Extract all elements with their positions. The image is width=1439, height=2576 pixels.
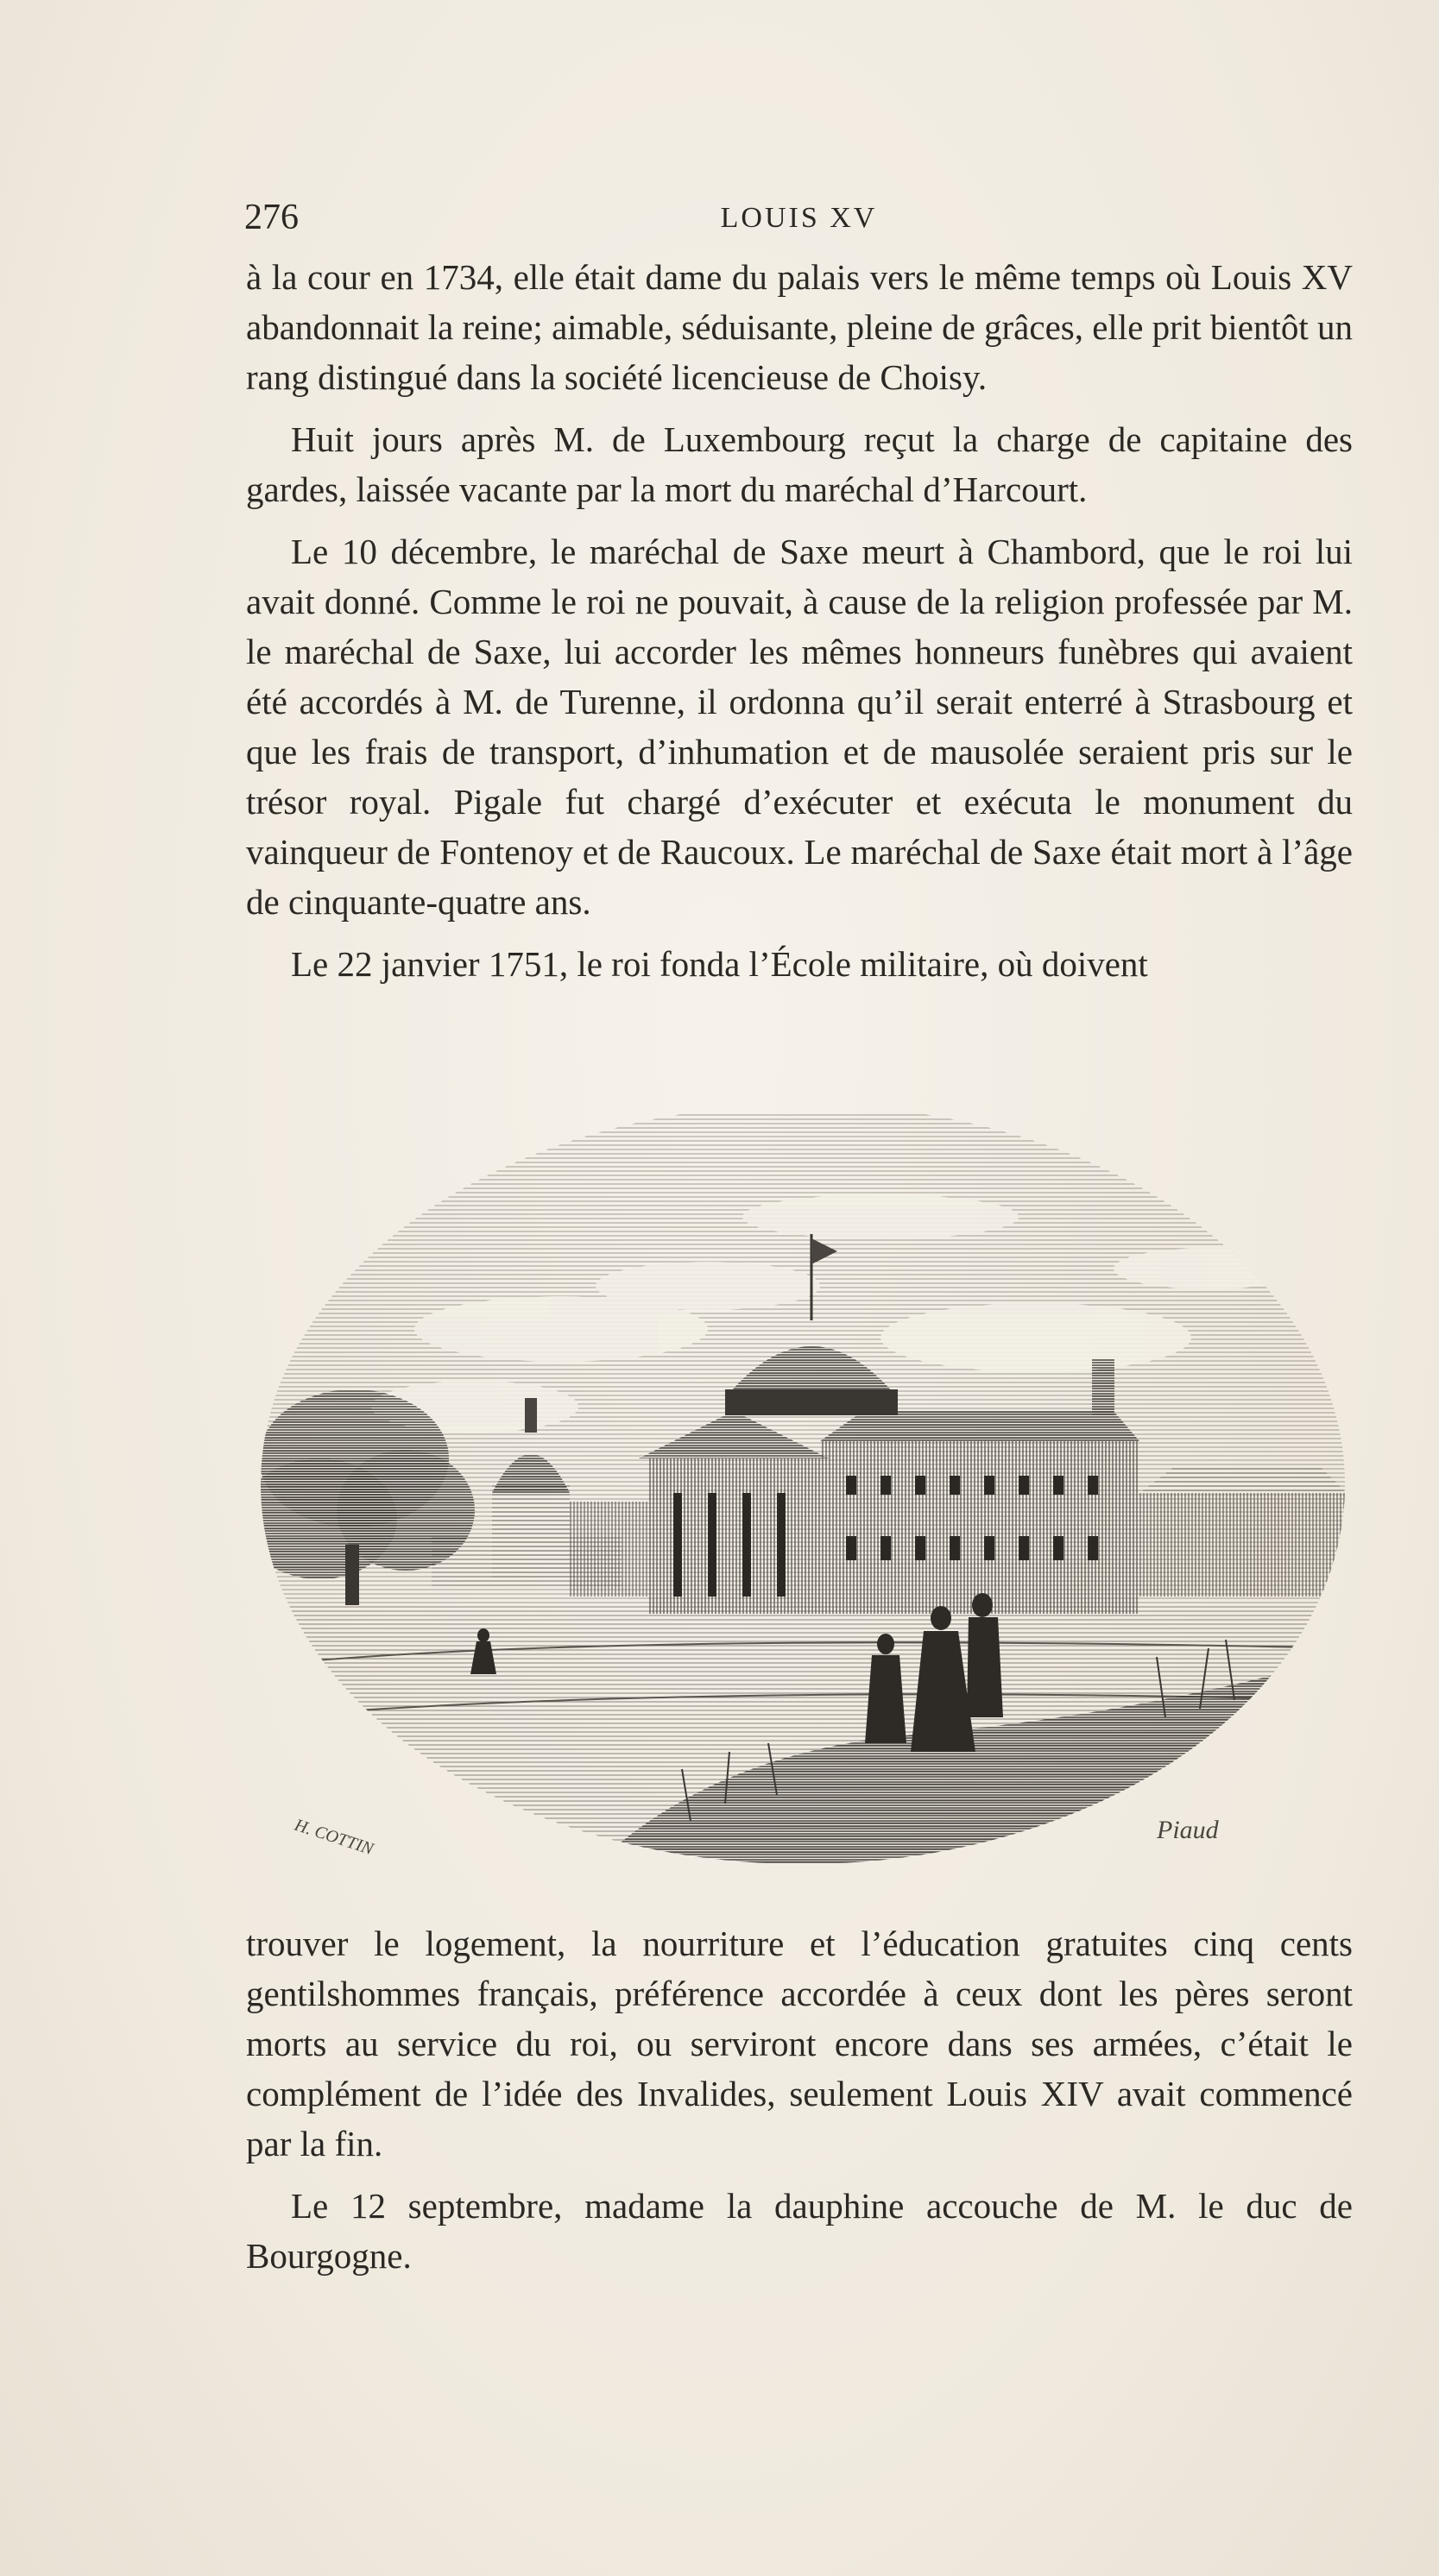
paragraph: Le 10 décembre, le maréchal de Saxe meurt à Chambord, que le roi lui avait donné. Comme le roi ne pouvait, à cause de la religion professée par M. le maréchal de Saxe, lui accorder les mêmes honneurs funèbres qui avaient été accordés à M. de Turenne, il ordonna qu’il serait enterré à Strasbourg et que les frais de transport, d’inhumation et de mausolée seraient pris sur le trésor royal. Pigale fut chargé d’exécuter et exécuta le monument du vainqueur de Fontenoy et de Raucoux. Le maréchal de Saxe était mort à l’âge de cinquante-quatre ans. [246,532,1353,922]
text-block-bottom [246,1918,1353,2293]
page-header [244,197,1354,249]
paragraph: Le 22 janvier 1751, le roi fonda l’École militaire, où doivent [291,944,1148,984]
signature-left: H. COTTIN [292,1815,376,1859]
signature-right: Piaud [1157,1816,1219,1844]
paragraph: Huit jours après M. de Luxembourg reçut la charge de capitaine des gardes, laissée vacante par la mort du maréchal d’Harcourt. [246,419,1353,509]
page-number: 276 [244,198,299,237]
text-block-top [246,252,1353,1001]
paragraph: Le 12 septembre, madame la dauphine accouche de M. le duc de Bourgogne. [246,2186,1353,2276]
paragraph: trouver le logement, la nourriture et l’éducation gratuites cinq cents gentilshommes français, préférence accordée à ceux dont les pères seront morts au service du roi, ou serviront encore dans ses armées, c’était le complément de l’idée des Invalides, seulement Louis XIV avait commencé par la fin. [246,1924,1353,2163]
running-head: LOUIS XV [720,202,878,234]
engraving-illustration [259,1113,1347,1873]
engraving-image [259,1113,1347,1873]
paragraph: à la cour en 1734, elle était dame du palais vers le même temps où Louis XV abandonnait la reine; aimable, séduisante, pleine de grâces, elle prit bientôt un rang distingué dans la société licencieuse de Choisy. [246,257,1353,397]
